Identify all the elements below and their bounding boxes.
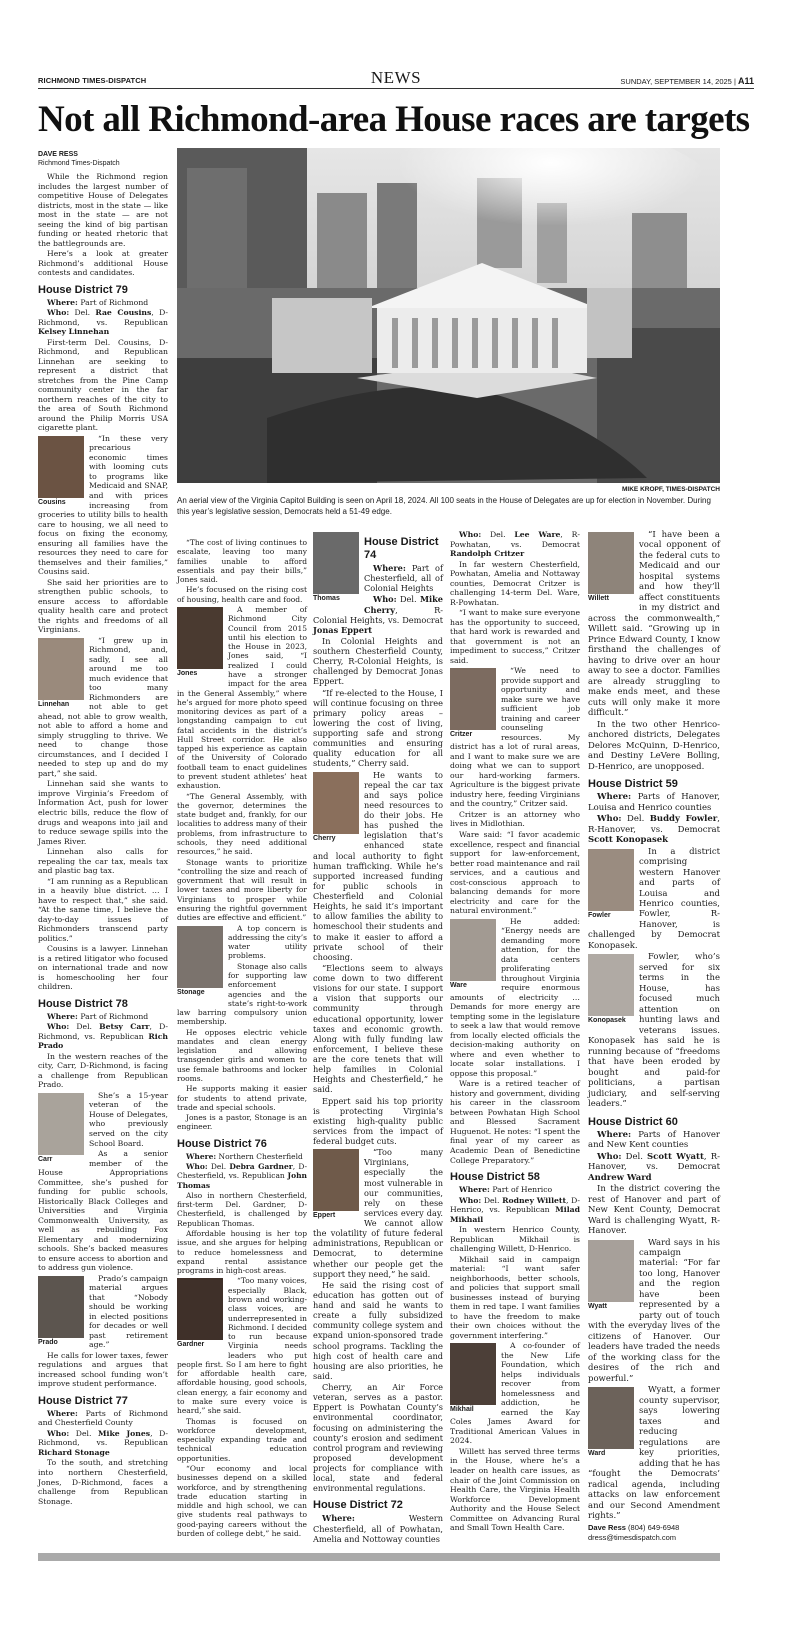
reporter-name: Dave Ress (588, 1522, 626, 1532)
article-paragraph: “I have been a vocal opponent of the federal cuts to Medicaid and our hospital systems and how they’ll affect constituents in my district and across the commonwealth,” Willett said. “Growing up in Prince Edward County, I know firsthand the challenges of having to drive over an hour away to see a doctor. Families are already struggling to make ends meet, and these cuts will only make it more difficult.” (588, 530, 720, 719)
mug-name: Fowler (588, 911, 611, 919)
portrait-photo (313, 1149, 359, 1211)
district-76-heading: House District 76 (177, 1137, 267, 1150)
footer-bar (38, 1553, 720, 1561)
who-pre: Del. (627, 814, 645, 825)
capitol-photo (177, 148, 720, 483)
district-79-who (38, 308, 168, 337)
candidate-name: Jonas Eppert (313, 624, 373, 635)
mug-name: Stonage (177, 988, 205, 996)
portrait-photo (38, 1093, 84, 1155)
article-paragraph: She’s a 15-year veteran of the House of Delegates, who previously served on the city School Board. (89, 1090, 168, 1148)
portrait-photo (588, 532, 634, 594)
where-text: Part of Richmond (80, 1011, 149, 1021)
article-paragraph: He said the rising cost of education has gotten out of hand and said he wants to create a fully subsidized community college system and expand union-sponsored trade school programs. Tackling the high cost of health care and housing are also priorities, he said. (313, 1279, 443, 1381)
mug-cousins (38, 436, 84, 508)
candidate-name: Scott Konopasek (588, 835, 669, 846)
mug-thomas (313, 532, 359, 604)
photo-credit: MIKE KROPF, TIMES-DISPATCH (622, 486, 720, 493)
candidate-name: Milad Mikhail (450, 1205, 580, 1224)
article-paragraph: Wyatt, a former county supervisor, says lowering taxes and reducing regulations are key priorities, adding that he has “fought the Democrats’ radical agenda, including attacks on law enforcement and our Second Amendment rights.” (588, 1385, 720, 1522)
who-pre: Del. (74, 308, 91, 318)
article-paragraph: To the south, and stretching into northern Chesterfield, Jones, D-Richmond, faces a challenge from Republican Stonage. (38, 1458, 168, 1506)
who-mid: , D-Henrico, vs. Republican (450, 1195, 580, 1215)
district-77-where (38, 1409, 168, 1428)
article-paragraph: Stonage wants to prioritize “controlling the size and reach of government that will result in lower taxes and more liberty for Virginians to prosper while ensuring the rightful government duties are effective and efficient.” (177, 857, 307, 923)
candidate-name: John Thomas (177, 1171, 307, 1190)
where-label: Where: (597, 1129, 632, 1140)
who-label: Who: (47, 1022, 70, 1032)
article-paragraph: Affordable housing is her top issue, and she argues for helping to reduce homelessness and expand rental assistance programs in high-cost areas. (177, 1228, 307, 1276)
who-mid: , D-Richmond, vs. Republican (38, 1428, 168, 1448)
page-header (38, 68, 754, 88)
who-pre: Del. (76, 1022, 92, 1032)
where-text: Parts of Hanover, Louisa and Henrico counties (588, 792, 720, 813)
mug-name: Eppert (313, 1212, 336, 1220)
article-paragraph: “Too many voices, especially Black, brown and working-class voices, are underrepresented in Richmond. I decided to run because Virginia needs leaders who put people first. So I am here to fight for affordable health care, affordable housing, good schools, clean energy, a fair economy and to make sure every voice is heard,” she said. (177, 1276, 307, 1416)
mug-jones (177, 607, 223, 679)
candidate-name: Mike Cherry (364, 594, 443, 615)
who-label: Who: (597, 814, 622, 825)
mug-name: Mikhail (450, 1406, 474, 1414)
article-paragraph: Cherry, an Air Force veteran, serves as a pastor. Eppert is Powhatan County’s environmental coordinator, focusing on administering the county’s erosion and sediment control program and reviewing proposed development projects for compliance with local, state and federal environmental regulations. (313, 1382, 443, 1494)
publication-name: RICHMOND TIMES-DISPATCH (38, 76, 147, 85)
article-paragraph: Jones is a pastor, Stonage is an engineer. (177, 1113, 307, 1132)
article-paragraph: “The cost of living continues to escalate, leaving too many families unable to afford essentials and pay their bills,” Jones said. (177, 538, 307, 585)
article-paragraph: Linnehan said she wants to improve Virginia’s Freedom of Information Act, push for lower electric bills, reduce the flow of drugs and weapons into jail and to reduce sewage spills into the James River. (38, 779, 168, 846)
who-pre: Del. (75, 1428, 92, 1438)
mug-stonage (177, 926, 223, 998)
mug-name: Gardner (177, 1341, 205, 1349)
headline: Not all Richmond-area House races are targets (38, 99, 750, 140)
article-paragraph: Thomas is focused on workforce development, especially expanding trade and technical education opportunities. (177, 1416, 307, 1463)
district-72-where (313, 1513, 443, 1543)
district-60-where (588, 1130, 720, 1151)
district-76-where (177, 1152, 307, 1161)
who-label: Who: (186, 1162, 208, 1171)
article-paragraph: Prado’s campaign material argues that “Nobody should be working in elected positions for decades or well past retirement age.” (89, 1273, 168, 1350)
article-paragraph: In the district covering the rest of Hanover and part of New Kent County, Democrat Ward is challenging Wyatt, R-Hanover. (588, 1184, 720, 1237)
where-text: Part of Richmond (80, 297, 149, 307)
page-number: A11 (737, 76, 754, 86)
where-text: Part of Chesterfield, all of Colonial Heights (364, 563, 443, 594)
article-paragraph: “Too many Virginians, especially the most vulnerable in our communities, rely on these services every day. We cannot allow the volatility of future federal administrations, Republican or Democrat, to determine whether our people get the support they need,” he said. (313, 1147, 443, 1279)
candidate-name: Lee Ware (514, 530, 561, 539)
where-label: Where: (186, 1151, 217, 1161)
who-mid: , R-Hanover, vs. Democrat (588, 1151, 720, 1173)
article-paragraph: Linnehan also calls for repealing the car tax, meals tax and plastic bag tax. (38, 847, 168, 876)
article-paragraph: In Colonial Heights and southern Chesterfield County, Cherry, R-Colonial Heights, is challenged by Democrat Jonas Eppert. (313, 635, 443, 687)
portrait-photo (450, 919, 496, 981)
article-paragraph: As a senior member of the House Appropriations Committee, she’s pushed for funding for public schools, Historically Black Colleges and Universities and Virginia Commonwealth University, as well as rebuilding Fox Elementary and modernizing schools. She’s backed measures to ensure access to abortion and to address gun violence. (38, 1149, 168, 1273)
article-paragraph: He supports making it easier for students to attend private, trade and special schools. (177, 1084, 307, 1112)
article-paragraph: Stonage also calls for supporting law enforcement agencies and the state’s right-to-work law barring compulsory union membership. (177, 961, 307, 1027)
article-paragraph: First-term Del. Cousins, D-Richmond, and Republican Linnehan are seeking to represent a district that stretches from the Pine Camp community center in the far northern reaches of the city to the area of South Richmond around the Philip Morris USA cigarette plant. (38, 337, 168, 433)
district-72-heading: House District 72 (313, 1499, 403, 1512)
portrait-photo (313, 772, 359, 834)
portrait-photo (588, 1240, 634, 1302)
mug-name: Jones (177, 669, 198, 677)
where-text: Part of Henrico (492, 1185, 553, 1195)
candidate-name: Kelsey Linnehan (38, 327, 110, 337)
reporter-email[interactable]: dress@timesdispatch.com (588, 1532, 677, 1542)
section-name: NEWS (370, 68, 422, 87)
mug-name: Ward (588, 1450, 606, 1458)
date-text: SUNDAY, SEPTEMBER 14, 2025 (620, 77, 732, 86)
byline-name: DAVE RESS (38, 151, 78, 158)
portrait-photo (38, 638, 84, 700)
portrait-photo (588, 1387, 634, 1449)
portrait-photo (450, 1343, 496, 1405)
article-paragraph: “Elections seem to always come down to two different visions for our state. I support a vision that supports our community through educational opportunity, lower taxes and economic growth. Along with fully funding law enforcement, I believe these are the core tenets that will help families in Colonial Heights and Chesterfield,” he said. (313, 962, 443, 1095)
candidate-name: Betsy Carr (99, 1022, 150, 1032)
article-paragraph: “I want to make sure everyone has the opportunity to succeed, that hard work is rewarded and that government is not an impediment to success,” Critzer said. (450, 608, 580, 665)
candidate-name: Rae Cousins (95, 308, 152, 318)
article-paragraph: A member of Richmond City Council from 2015 until his election to the House in 2023, Jones said, “I realized I could have a stronger impact for the area in the General Assembly,” where he’s argued for more photo speed monitoring devices as part of a longstanding campaign to cut fatal accidents in the district’s Hull Street corridor. He also tapped his experience as captain of the University of Colorado football team to enact guidelines to prevent student athletes’ heat exhaustion. (177, 604, 307, 791)
article-paragraph: He opposes electric vehicle mandates and clean energy legislation and allowing transgender girls and women to use female bathrooms and locker rooms. (177, 1027, 307, 1084)
article-paragraph: “I grew up in Richmond, and, sadly, I see all around me too much evidence that too many Richmonders are not able to get ahead, not able to grow wealth, not able to afford a home and simply struggling to thrive. We need to change those circumstances, and I decided I needed to step up and do my part,” she said. (38, 635, 168, 778)
where-text: Parts of Richmond and Chesterfield County (38, 1408, 168, 1428)
district-60-who (588, 1152, 720, 1183)
article-paragraph: Ware said: “I favor academic excellence, respect and financial support for law-enforcement, better road maintenance and rail services, and a cautious and cost-conscious approach to balancing demands for more electricity and care for the natural environment.” (450, 829, 580, 916)
candidate-name: Buddy Fowler (649, 814, 718, 825)
mug-name: Cherry (313, 834, 336, 842)
district-77-who (38, 1429, 168, 1458)
district-77-heading: House District 77 (38, 1394, 128, 1407)
district-58-heading: House District 58 (450, 1171, 540, 1184)
district-59-where (588, 792, 720, 813)
mug-name: Carr (38, 1155, 53, 1163)
header-rule (38, 88, 754, 89)
mug-prado (38, 1276, 84, 1348)
mug-critzer (450, 668, 496, 740)
who-pre: Del. (399, 594, 417, 605)
who-pre: Del. (483, 1195, 500, 1205)
who-mid: , D-Richmond, vs. Republican (38, 1022, 168, 1041)
portrait-photo (38, 1276, 84, 1338)
district-59-who (588, 814, 720, 845)
article-paragraph: He’s focused on the rising cost of housing, health care and food. (177, 585, 307, 604)
article-paragraph: Eppert said his top priority is protecting Virginia’s existing high-quality public services from the impact of federal budget cuts. (313, 1095, 443, 1146)
mug-name: Cousins (38, 498, 66, 506)
district-79-heading: House District 79 (38, 283, 128, 296)
article-paragraph: Also in northern Chesterfield, first-term Del. Gardner, D-Chesterfield, is challenged by Republican Thomas. (177, 1190, 307, 1228)
who-label: Who: (597, 1151, 622, 1162)
where-label: Where: (373, 563, 406, 573)
article-paragraph: “In these very precarious economic times with looming cuts to programs like Medicaid and SNAP, and with prices increasing from groceries to utility bills to health care to housing, we all need to focus on fixing the economy, ensuring all families have the resources they need to care for themselves and their families,” Cousins said. (38, 433, 169, 577)
mug-fowler (588, 849, 634, 921)
who-mid: , D-Chesterfield, vs. Republican (177, 1162, 308, 1181)
article-paragraph: A top concern is addressing the city’s water utility problems. (228, 923, 307, 961)
article-paragraph: “Our economy and local businesses depend on a skilled workforce, and by strengthening trade education starting in middle and high school, we can give students real pathways to good-paying careers without the burden of college debt,” he said. (177, 1464, 307, 1538)
portrait-photo (177, 1278, 223, 1340)
district-58-who (450, 1196, 580, 1225)
where-text: Northern Chesterfield (218, 1151, 303, 1161)
portrait-photo (588, 849, 634, 911)
mug-name: Linnehan (38, 700, 70, 708)
byline-outlet: Richmond Times-Dispatch (38, 160, 120, 167)
candidate-name: Richard Stonage (38, 1447, 110, 1457)
mug-konopasek (588, 954, 634, 1026)
district-79-where (38, 298, 168, 308)
mug-ward (588, 1387, 634, 1459)
where-label: Where: (47, 297, 78, 307)
portrait-photo (38, 436, 84, 498)
who-mid: , R-Hanover, vs. Democrat (588, 814, 720, 835)
article-paragraph: “The General Assembly, with the governor, determines the state budget and, frankly, for our localities to address many of their problems, from infrastructure to schools, they need additional resources,” he said. (177, 791, 307, 857)
article-paragraph: A co-founder of the New Life Foundation, which helps individuals recover from homelessness and addiction, he earned the Kay Coles James Award for Traditional American Values in 2024. (450, 1341, 580, 1446)
candidate-name: Randolph Critzer (450, 549, 525, 559)
article-paragraph: Cousins is a lawyer. Linnehan is a retired litigator who focused on international trade and now is homeschooling her four children. (38, 944, 168, 992)
where-label: Where: (47, 1011, 78, 1021)
where-label: Where: (459, 1185, 490, 1195)
photo-caption: An aerial view of the Virginia Capitol Building is seen on April 18, 2024. All 100 seats in the House of Delegates are up for election in November. During this year’s legislative session, Democrats held a 51-49 edge. (177, 496, 711, 516)
article-paragraph: “If re-elected to the House, I will continue focusing on three primary policy areas – lowering the cost of living, supporting safe and strong communities and ensuring quality education for all students,” Cherry said. (313, 687, 443, 769)
mug-eppert (313, 1149, 359, 1221)
mug-name: Willett (588, 595, 609, 602)
where-label: Where: (597, 792, 632, 803)
district-78-where (38, 1012, 168, 1022)
article-paragraph: In the western reaches of the city, Carr, D-Richmond, is facing a challenge from Republican Prado. (38, 1051, 168, 1090)
article-paragraph: In the two other Henrico-anchored districts, Delegates Delores McQuinn, D-Henrico, and Destiny LeVere Bolling, D-Henrico, are unopposed. (588, 719, 720, 772)
article-paragraph: He wants to repeal the car tax and says police need resources to do their jobs. He has pushed the legislation that’s enhanced state and local authority to fight human trafficking. While he’s supported increased funding for public schools in Chesterfield and Colonial Heights, he said it’s important to allow families the ability to homeschool their students and to make it easier to afford a private school of their choosing. (313, 769, 443, 962)
column-4 (450, 530, 580, 1534)
candidate-name: Rich Prado (38, 1031, 168, 1051)
district-72-who (450, 530, 580, 559)
article-paragraph: Willett has served three terms in the House, where he’s a leader on health care issues, as chair of the Joint Commission on Health Care, the Virginia Health Workforce Development Authority and the House Select Committee on Advancing Rural and Small Town Health Care. (450, 1446, 580, 1533)
column-2 (177, 538, 307, 1539)
who-label: Who: (47, 1428, 70, 1438)
intro-paragraph: Here’s a look at greater Richmond’s additional House contests and candidates. (38, 249, 168, 278)
article-paragraph: Critzer is an attorney who lives in Midlothian. (450, 809, 580, 829)
capitol-aerial-image (177, 148, 720, 483)
district-78-who (38, 1022, 168, 1051)
portrait-photo (177, 926, 223, 988)
portrait-photo (177, 607, 223, 669)
article-paragraph: He calls for lower taxes, fewer regulations and argues that increased school funding won’t improve student performance. (38, 1350, 168, 1389)
reporter-phone: (804) 649-6948 (628, 1522, 680, 1532)
mug-name: Thomas (313, 595, 340, 602)
candidate-name: Mike Jones (98, 1428, 151, 1438)
who-label: Who: (459, 530, 482, 539)
mug-wyatt (588, 1240, 634, 1312)
mug-name: Wyatt (588, 1302, 607, 1310)
article-paragraph: She said her priorities are to strengthen public schools, to ensure access to affordable quality health care and protect the rights and freedoms of all Virginians. (38, 577, 168, 635)
candidate-name: Rodney Willett (502, 1195, 567, 1205)
candidate-name: Andrew Ward (588, 1172, 652, 1183)
article-paragraph: Fowler, who’s served for six terms in the House, has focused much attention on hunting laws and veterans issues. Konopasek has said he is running because of “freedoms that have been eroded by bought and paid-for politicians, a partisan judiciary, and self-serving leaders.” (588, 952, 720, 1110)
mug-cherry (313, 772, 359, 844)
who-mid: , R-Powhatan, vs. Democrat (450, 530, 580, 549)
who-pre: Del. (625, 1151, 643, 1162)
who-label: Who: (47, 308, 70, 318)
column-1 (38, 150, 168, 1507)
district-76-who (177, 1162, 307, 1190)
who-pre: Del. (210, 1162, 227, 1171)
where-label: Where: (322, 1513, 355, 1524)
mug-name: Ware (450, 981, 467, 989)
column-3 (313, 530, 443, 1545)
reporter-contact (588, 1523, 720, 1543)
district-58-where (450, 1185, 580, 1195)
district-74-heading: House District 74 (364, 536, 439, 561)
who-label: Who: (373, 594, 397, 605)
article-paragraph: Ward says in his campaign material: “For far too long, Hanover and the region have been represented by a party out of touch with the everyday lives of the citizens of Hanover. Our leaders have traded the needs of the working class for the desires of the rich and powerful.” (588, 1237, 720, 1384)
where-text: Western Chesterfield, all of Powhatan, Amelia and Nottoway counties (313, 1513, 443, 1544)
candidate-name: Debra Gardner (229, 1162, 293, 1171)
issue-date: SUNDAY, SEPTEMBER 14, 2025 | A11 (620, 76, 754, 86)
article-paragraph: In a district comprising western Hanover and parts of Louisa and Henrico counties, Fowler, R-Hanover, is challenged by Democrat Konopasek. (588, 846, 720, 951)
portrait-photo (588, 954, 634, 1016)
mug-linnehan (38, 638, 84, 710)
mug-carr (38, 1093, 84, 1165)
where-label: Where: (47, 1408, 78, 1418)
mug-name: Critzer (450, 731, 473, 739)
district-59-heading: House District 59 (588, 778, 678, 791)
mug-ware (450, 919, 496, 991)
article-paragraph: “I am running as a Republican in a heavily blue district. … I have to respect that,” she said. “At the same time, I believe the day-to-day issues of Richmonders transcend party politics.” (38, 876, 168, 943)
portrait-photo (450, 668, 496, 730)
mug-name: Prado (38, 1338, 58, 1346)
candidate-name: Scott Wyatt (647, 1151, 704, 1162)
article-paragraph: Ware is a retired teacher of history and government, dividing his career in the classroom between Powhatan High School and Blessed Sacrament Huguenot. He notes: “I spent the final year of my career as Academic Dean of Benedictine College Preparatory.” (450, 1079, 580, 1165)
where-text: Parts of Hanover and New Kent counties (588, 1129, 721, 1151)
district-60-heading: House District 60 (588, 1115, 678, 1128)
article-paragraph: “We need to provide support and opportunity and make sure we have sufficient job training and career counseling resources. My district has a lot of rural areas, and I want to make sure we are doing what we can to support our hard-working farmers. Agriculture is the biggest private industry here, feeding Virginians and the country,” Critzer said. (450, 666, 580, 809)
article-paragraph: He added: “Energy needs are demanding more attention, for the data centers proliferating throughout Virginia require enormous amounts of electricity … Demands for more energy are tempting some in the legislature to seek a law that would remove from locally elected officials the decision-making authority on where and even whether to locate solar installations. I oppose this proposal.” (450, 916, 580, 1078)
mug-mikhail (450, 1343, 496, 1415)
who-pre: Del. (489, 530, 506, 539)
who-mid: , R-Colonial Heights, vs. Democrat (313, 604, 443, 625)
who-label: Who: (459, 1195, 482, 1205)
who-mid: , D-Richmond, vs. Republican (38, 308, 168, 327)
district-78-heading: House District 78 (38, 997, 128, 1010)
mug-name: Konopasek (588, 1017, 626, 1025)
mug-willett (588, 532, 634, 604)
article-paragraph: In far western Chesterfield, Powhatan, Amelia and Nottaway counties, Democrat Critzer is challenging 14-term Del. Ware, R-Powhatan. (450, 559, 580, 607)
intro-paragraph: While the Richmond region includes the largest number of competitive House of Delegates districts, most in the state — like most in the state — are not seeing the kind of big partisan funding or heated rhetoric that the battlegrounds are. (38, 172, 168, 248)
column-5 (588, 530, 720, 1543)
mug-gardner (177, 1278, 223, 1350)
article-paragraph: Mikhail said in campaign material: “I want safer neighborhoods, better schools, and policies that support small businesses instead of burying them in red tape. I want families to have the freedom to make their own choices without the government interfering.” (450, 1254, 580, 1340)
portrait-photo (313, 532, 359, 594)
article-paragraph: In western Henrico County, Republican Mikhail is challenging Willett, D-Henrico. (450, 1225, 580, 1254)
